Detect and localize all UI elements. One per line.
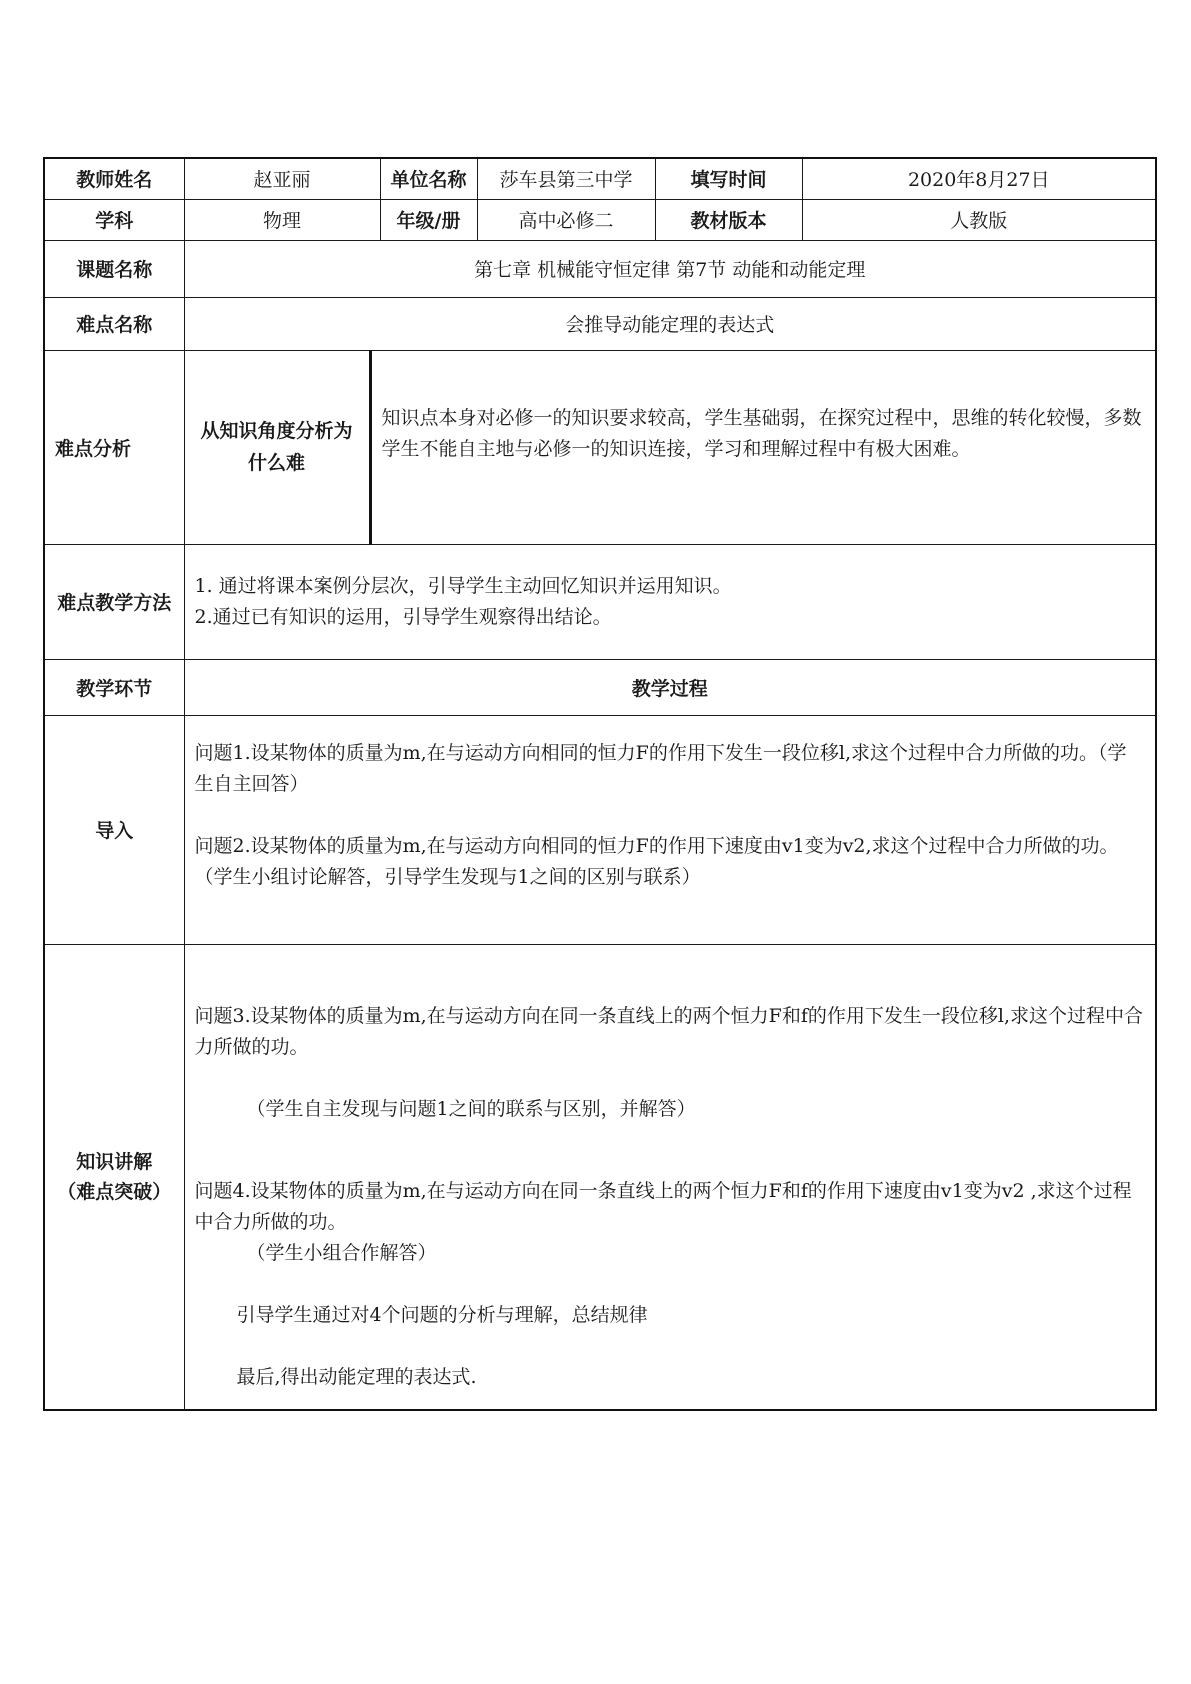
topic-label: 课题名称 <box>44 240 184 297</box>
knowledge-row <box>44 944 1156 1410</box>
knowledge-question-4-note: （学生小组合作解答） <box>246 1241 437 1264</box>
unit-name-label: 单位名称 <box>380 158 477 199</box>
topic-value: 第七章 机械能守恒定律 第7节 动能和动能定理 <box>184 240 1156 297</box>
analysis-sub-label: 从知识角度分析为什么难 <box>184 350 370 544</box>
intro-question-1: 问题1.设某物体的质量为m,在与运动方向相同的恒力F的作用下发生一段位移l,求这个过程中合力所做的功。（学生自主回答） <box>194 741 1127 795</box>
method-item-2: 2.通过已有知识的运用，引导学生观察得出结论。 <box>194 605 612 628</box>
difficulty-row <box>44 297 1156 350</box>
subject-value: 物理 <box>184 199 380 240</box>
difficulty-value: 会推导动能定理的表达式 <box>184 297 1156 350</box>
method-content <box>184 544 1156 659</box>
knowledge-label <box>44 944 184 1410</box>
method-label: 难点教学方法 <box>44 544 184 659</box>
knowledge-label-line-1: 知识讲解 <box>76 1150 153 1173</box>
method-row <box>44 544 1156 659</box>
knowledge-conclusion: 最后,得出动能定理的表达式. <box>236 1365 477 1388</box>
subject-label: 学科 <box>44 199 184 240</box>
process-header-row <box>44 659 1156 715</box>
intro-label: 导入 <box>44 715 184 944</box>
knowledge-content <box>184 944 1156 1410</box>
grade-label: 年级/册 <box>380 199 477 240</box>
knowledge-question-4: 问题4.设某物体的质量为m,在与运动方向在同一条直线上的两个恒力F和f的作用下速度由v1变为v2 ,求这个过程中合力所做的功。 <box>194 1179 1132 1233</box>
intro-question-2: 问题2.设某物体的质量为m,在与运动方向相同的恒力F的作用下速度由v1变为v2,求这个过程中合力所做的功。（学生小组讨论解答，引导学生发现与1之间的区别与联系） <box>194 834 1119 888</box>
analysis-text: 知识点本身对必修一的知识要求较高，学生基础弱，在探究过程中，思维的转化较慢，多数学生不能自主地与必修一的知识连接，学习和理解过程中有极大困难。 <box>370 350 1156 544</box>
analysis-row <box>44 350 1156 544</box>
process-header-label: 教学过程 <box>184 659 1156 715</box>
difficulty-label: 难点名称 <box>44 297 184 350</box>
header-row-1 <box>44 158 1156 199</box>
knowledge-summary: 引导学生通过对4个问题的分析与理解，总结规律 <box>236 1303 648 1326</box>
analysis-label: 难点分析 <box>44 350 184 544</box>
topic-row <box>44 240 1156 297</box>
stage-header-label: 教学环节 <box>44 659 184 715</box>
knowledge-label-line-2: （难点突破） <box>57 1180 172 1203</box>
knowledge-question-3: 问题3.设某物体的质量为m,在与运动方向在同一条直线上的两个恒力F和f的作用下发生一段位移l,求这个过程中合力所做的功。 <box>194 1004 1144 1058</box>
edition-label: 教材版本 <box>655 199 802 240</box>
fill-date-label: 填写时间 <box>655 158 802 199</box>
teacher-name-value: 赵亚丽 <box>184 158 380 199</box>
intro-content <box>184 715 1156 944</box>
intro-row <box>44 715 1156 944</box>
fill-date-value: 2020年8月27日 <box>802 158 1156 199</box>
grade-value: 高中必修二 <box>477 199 655 240</box>
method-item-1: 1. 通过将课本案例分层次，引导学生主动回忆知识并运用知识。 <box>194 574 732 597</box>
teacher-name-label: 教师姓名 <box>44 158 184 199</box>
header-row-2 <box>44 199 1156 240</box>
lesson-plan-table <box>43 157 1157 1411</box>
knowledge-question-3-note: （学生自主发现与问题1之间的联系与区别，并解答） <box>246 1097 696 1120</box>
unit-name-value: 莎车县第三中学 <box>477 158 655 199</box>
edition-value: 人教版 <box>802 199 1156 240</box>
